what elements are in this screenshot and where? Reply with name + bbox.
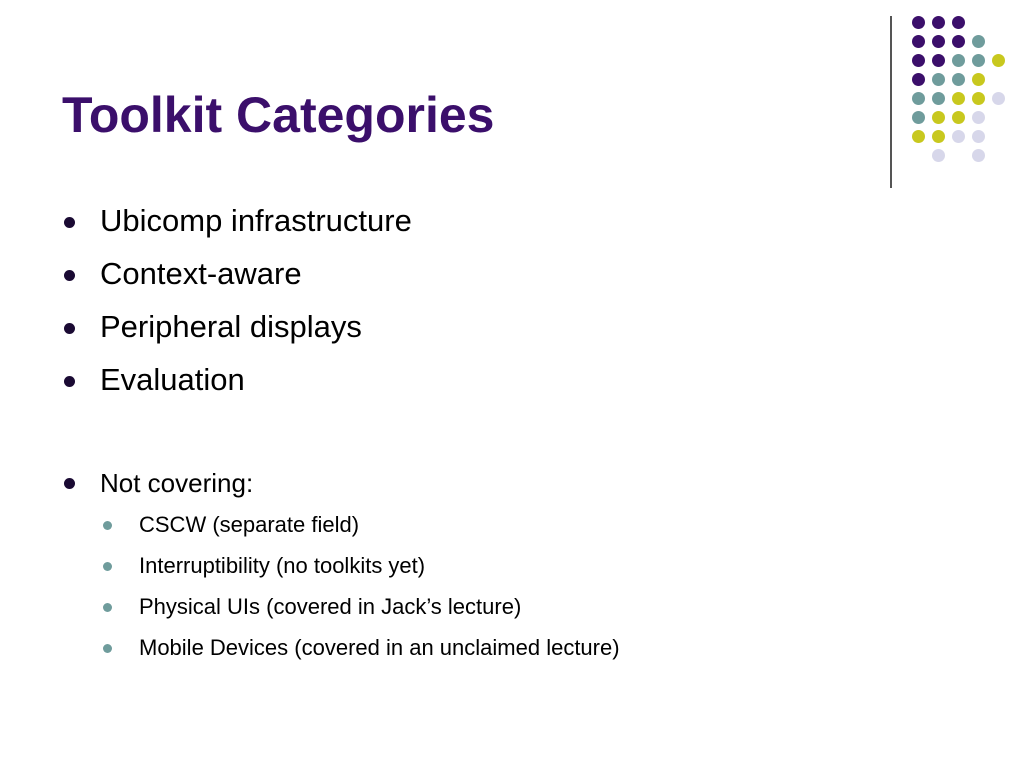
sub-bullet-dot <box>103 562 112 571</box>
decorative-dot <box>912 130 925 143</box>
decorative-dot <box>932 16 945 29</box>
decorative-dot <box>972 92 985 105</box>
decorative-dot <box>952 73 965 86</box>
decorative-dot <box>952 130 965 143</box>
bullet-item <box>100 362 245 398</box>
decorative-dot <box>972 149 985 162</box>
decorative-dot <box>972 130 985 143</box>
bullet-text: Physical UIs (covered in Jack’s lecture) <box>139 594 522 619</box>
decorative-dot <box>932 35 945 48</box>
bullet-text: Evaluation <box>100 362 245 397</box>
decorative-dot <box>912 111 925 124</box>
decorative-dot <box>912 73 925 86</box>
bullet-text: Peripheral displays <box>100 309 362 344</box>
bullet-item <box>100 309 362 345</box>
decorative-dot <box>952 111 965 124</box>
bullet-text: Mobile Devices (covered in an unclaimed lecture) <box>139 635 620 660</box>
decorative-dot <box>912 35 925 48</box>
decorative-dot <box>972 111 985 124</box>
sub-bullet-item <box>139 594 521 620</box>
bullet-text: CSCW (separate field) <box>139 512 360 537</box>
bullet-text: Not covering: <box>100 468 254 498</box>
sub-bullet-item <box>139 512 359 538</box>
sub-bullet-dot <box>103 644 112 653</box>
decorative-dot <box>972 35 985 48</box>
decorative-dot <box>932 111 945 124</box>
decorative-dot <box>992 54 1005 67</box>
decorative-dot <box>912 92 925 105</box>
sub-bullet-dot <box>103 603 112 612</box>
decorative-dot <box>932 54 945 67</box>
bullet-dot <box>64 376 75 387</box>
decorative-dot <box>972 54 985 67</box>
slide-title: Toolkit Categories <box>62 87 495 143</box>
decorative-dot <box>952 54 965 67</box>
vertical-divider <box>890 16 892 188</box>
decorative-dot <box>952 16 965 29</box>
bullet-dot <box>64 217 75 228</box>
decorative-dot <box>932 73 945 86</box>
sub-bullet-dot <box>103 521 112 530</box>
decorative-dot <box>972 73 985 86</box>
decorative-dot <box>932 130 945 143</box>
bullet-text: Context-aware <box>100 256 302 291</box>
decorative-dot <box>952 92 965 105</box>
bullet-dot <box>64 323 75 334</box>
decorative-dot <box>952 35 965 48</box>
sub-bullet-item <box>139 553 425 579</box>
bullet-item <box>100 256 302 292</box>
bullet-text: Interruptibility (no toolkits yet) <box>139 553 426 578</box>
bullet-item <box>100 468 253 498</box>
bullet-dot <box>64 478 75 489</box>
decorative-dot <box>992 92 1005 105</box>
decorative-dot <box>912 16 925 29</box>
sub-bullet-item <box>139 635 620 661</box>
bullet-dot <box>64 270 75 281</box>
decorative-dot <box>932 92 945 105</box>
bullet-item <box>100 203 412 239</box>
decorative-dot <box>932 149 945 162</box>
decorative-dot <box>912 54 925 67</box>
bullet-text: Ubicomp infrastructure <box>100 203 412 238</box>
